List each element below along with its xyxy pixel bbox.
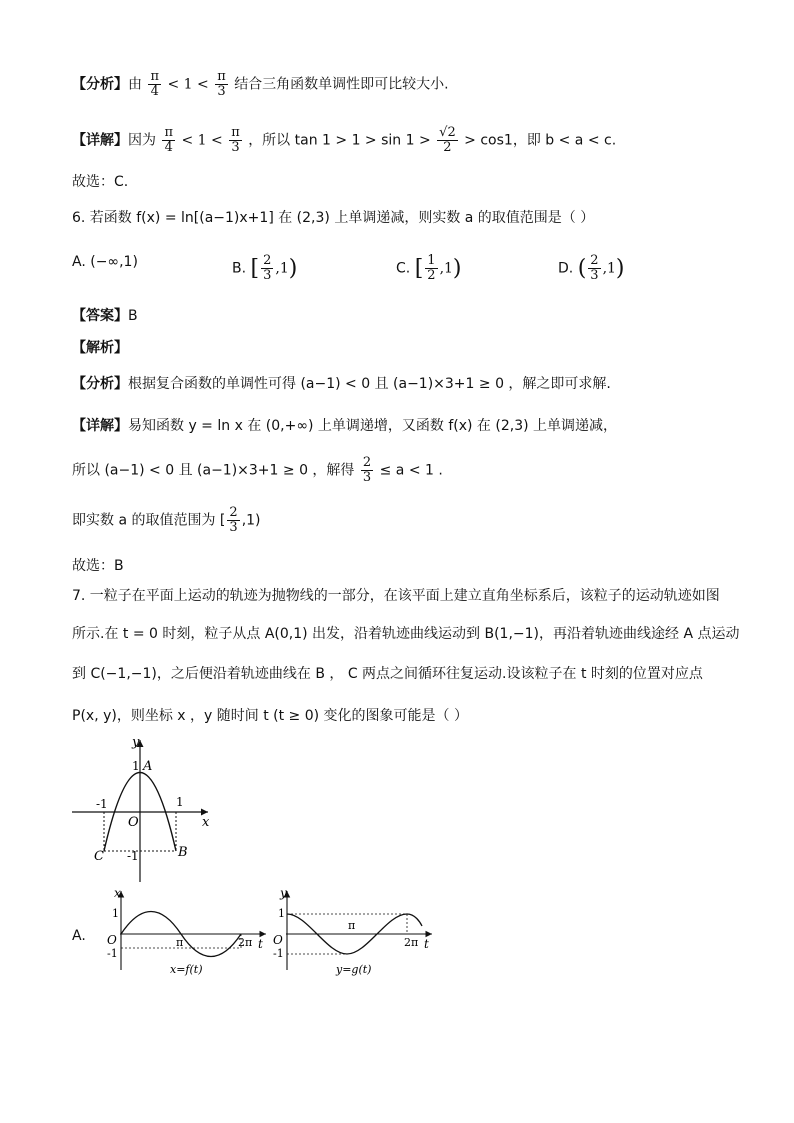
frac-sqrt2-over-2: $\frac{√2}{2}$ — [439, 125, 456, 155]
q6-parse-tag: 【解析】 — [72, 340, 128, 356]
q7-line4: P(x, y)，则坐标 x ，y 随时间 t (t ≥ 0) 变化的图象可能是（ ） — [72, 708, 468, 724]
graph-g — [270, 886, 438, 980]
analysis-text: 结合三角函数单调性即可比较大小. — [234, 76, 449, 93]
q6-choice-b: B. [ $\frac{2}{3}$ ,1) — [232, 253, 298, 283]
label-pos-one-x: 1 — [176, 795, 184, 809]
label-one: 1 — [132, 759, 140, 773]
q7-choice-a: A. — [72, 928, 86, 944]
label-o: O — [107, 933, 117, 947]
label-one: 1 — [278, 907, 285, 920]
q6-analysis-line: 【分析】根据复合函数的单调性可得 (a−1) < 0 且 (a−1)×3+1 ≥ 0 ，解之即可求解. — [72, 376, 611, 392]
q6-stem: 6. 若函数 f(x) = ln[(a−1)x+1] 在 (2,3) 上单调递减，则实数 a 的取值范围是（ ） — [72, 210, 595, 226]
q6-choice-d: D. ( $\frac{2}{3}$ ,1) — [558, 253, 625, 283]
q5-pick: 故选：C. — [72, 174, 129, 190]
frac-pi-over-3: $\frac{\pi}{3}$ — [217, 69, 226, 99]
parabola-figure — [66, 732, 216, 884]
label-o: O — [273, 933, 283, 947]
frac-pi-over-4: $\frac{\pi}{4}$ — [164, 125, 173, 155]
label-b: B — [178, 845, 188, 860]
frac-pi-over-4: $\frac{\pi}{4}$ — [150, 69, 159, 99]
q6-choice-a: A. (−∞,1) — [72, 254, 138, 270]
q7-line2: 所示.在 t = 0 时刻，粒子从点 A(0,1) 出发，沿着轨迹曲线运动到 B(1,−1)，再沿着轨迹曲线途经 A 点运动 — [72, 626, 740, 642]
label-c: C — [94, 849, 104, 864]
label-o: O — [128, 815, 139, 830]
label-two-pi: 2π — [404, 936, 419, 949]
label-a: A — [143, 759, 153, 774]
q6-range-line: 即实数 a 的取值范围为 [ $\frac{2}{3}$ ,1) — [72, 505, 261, 535]
q6-detail-line2: 所以 (a−1) < 0 且 (a−1)×3+1 ≥ 0 ，解得 $\frac{2}{3}$ ≤ a < 1 . — [72, 455, 443, 485]
label-x: x — [202, 815, 210, 830]
q7-line1: 7. 一粒子在平面上运动的轨迹为抛物线的一部分，在该平面上建立直角坐标系后，该粒子的运动轨迹如图 — [72, 588, 720, 604]
analysis-tag: 【分析】 — [72, 76, 128, 93]
label-neg-one: -1 — [107, 947, 118, 960]
label-pi: π — [348, 919, 356, 932]
label-t: t — [424, 937, 429, 951]
q5-detail-line: 【详解】因为 $\frac{\pi}{4}$ < 1 < $\frac{\pi}{3}$ ，所以 tan 1 > 1 > sin 1 > $\frac{√2}{2}$ > cos1，即 b < a < c. — [72, 125, 617, 155]
label-neg-one-y: -1 — [127, 849, 139, 863]
q7-line3: 到 C(−1,−1)，之后便沿着轨迹曲线在 B ， C 两点之间循环往复运动.设该粒子在 t 时刻的位置对应点 — [72, 666, 703, 682]
frac-pi-over-3: $\frac{\pi}{3}$ — [231, 125, 240, 155]
label-two-pi: 2π — [238, 936, 253, 949]
q6-choice-c: C. [ $\frac{1}{2}$ ,1) — [396, 253, 462, 283]
label-neg-one-x: -1 — [96, 797, 108, 811]
graph-f — [104, 886, 272, 980]
label-one: 1 — [112, 907, 119, 920]
q6-answer: 【答案】B — [72, 308, 138, 324]
label-x: x — [114, 886, 121, 900]
label-y: y — [132, 735, 140, 750]
q5-analysis-line: 【分析】由 $\frac{\pi}{4}$ < 1 < $\frac{\pi}{3}$ 结合三角函数单调性即可比较大小. — [72, 69, 449, 99]
label-y: y — [280, 886, 287, 900]
label-t: t — [258, 937, 263, 951]
caption: x=f(t) — [170, 963, 203, 976]
q6-pick: 故选：B — [72, 558, 124, 574]
detail-tag: 【详解】 — [72, 132, 128, 149]
q6-detail-line: 【详解】易知函数 y = ln x 在 (0,+∞) 上单调递增，又函数 f(x) 在 (2,3) 上单调递减， — [72, 418, 618, 434]
label-pi: π — [176, 936, 184, 949]
label-neg-one: -1 — [273, 947, 284, 960]
caption: y=g(t) — [336, 963, 372, 976]
